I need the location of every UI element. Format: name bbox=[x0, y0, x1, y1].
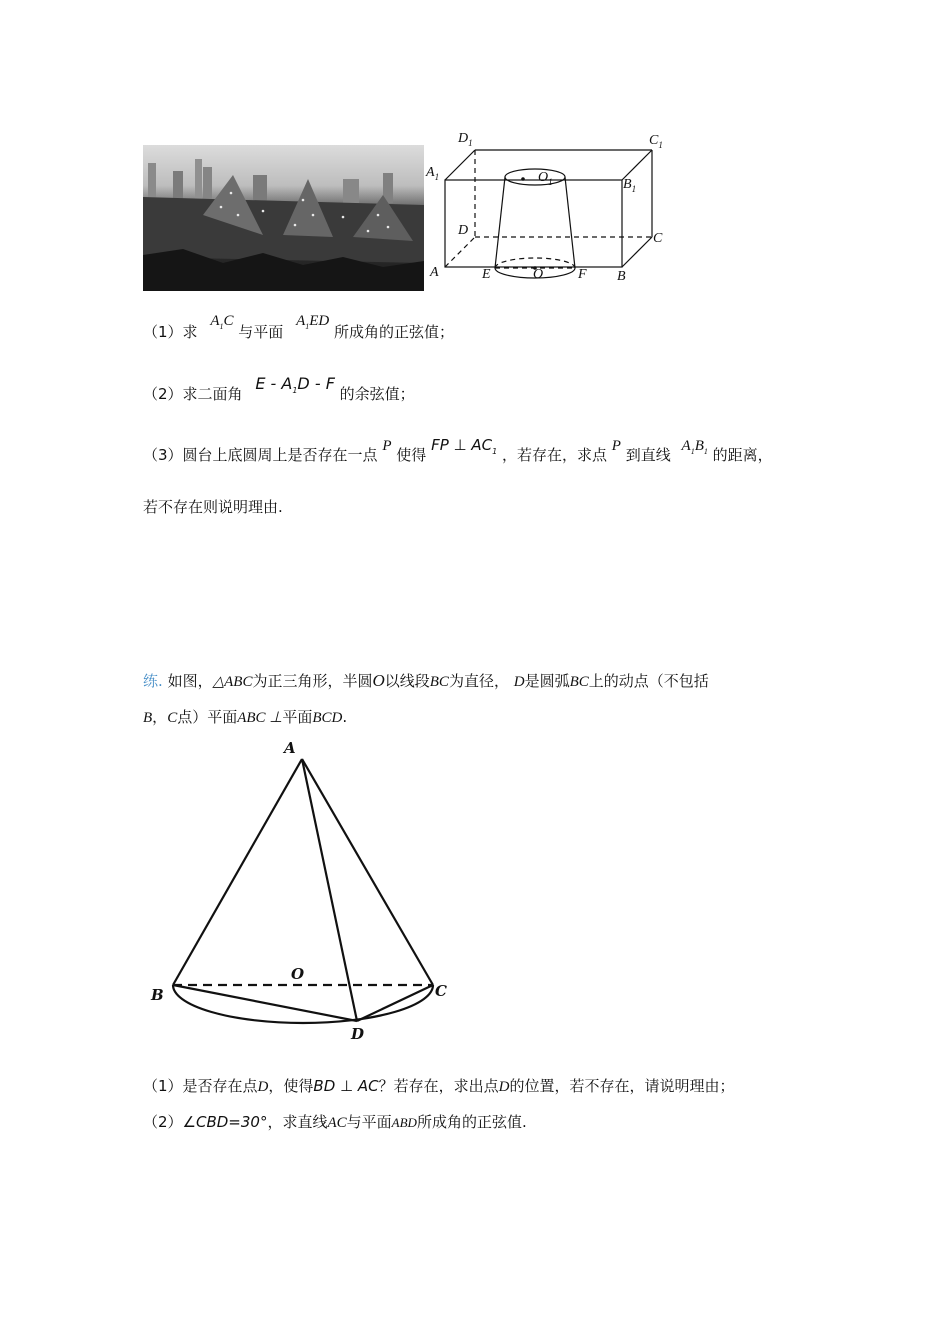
practice-question-2: （2）∠CBD=30°，求直线AC与平面ABD所成角的正弦值. bbox=[143, 1113, 527, 1131]
vertex-C: C bbox=[435, 982, 447, 1000]
label-A1: $A_1$ bbox=[426, 165, 440, 182]
practice-intro-line2: B，C点）平面ABC ⊥平面BCD. bbox=[143, 708, 348, 726]
label-F: F bbox=[578, 267, 587, 282]
pyramid-figure bbox=[145, 739, 465, 1050]
label-A: A bbox=[430, 265, 439, 280]
question-3-line2: 若不存在则说明理由. bbox=[143, 498, 283, 516]
label-B1: $B_1$ bbox=[623, 177, 637, 194]
label-O1: $O_1$ bbox=[538, 170, 553, 187]
vertex-A: A bbox=[284, 739, 296, 757]
practice-question-1: （1）是否存在点D，使得BD ⊥ AC？若存在，求出点D的位置，若不存在，请说明理由； bbox=[143, 1077, 735, 1095]
label-O: O bbox=[533, 267, 544, 282]
prism-frustum-figure bbox=[420, 125, 680, 295]
label-C1: $C_1$ bbox=[649, 133, 663, 150]
label-D: D bbox=[458, 223, 469, 238]
question-1: （1）求 $A_1C$ 与平面 $A_1ED$ 所成角的正弦值； bbox=[143, 313, 455, 341]
label-B: B bbox=[617, 269, 626, 284]
label-C: C bbox=[653, 231, 663, 246]
practice-intro: 练. 如图，△ABC为正三角形，半圆O以线段BC为直径， D是圆弧BC上的动点（不包括 bbox=[143, 671, 709, 690]
building-photo bbox=[143, 145, 424, 291]
question-3: （3）圆台上底圆周上是否存在一点 P 使得 FP ⊥ $AC_1$ ，若存在，求点 P 到直线 $A_1B_1$ 的距离， bbox=[143, 436, 773, 464]
center-O: O bbox=[291, 965, 305, 983]
label-E: E bbox=[482, 267, 491, 282]
question-2: （2）求二面角 E - $A_1D$ - F 的余弦值； bbox=[143, 374, 415, 403]
point-D: D bbox=[351, 1025, 365, 1043]
practice-tag: 练. bbox=[143, 672, 163, 690]
label-D1: $D_1$ bbox=[458, 131, 473, 148]
vertex-B: B bbox=[151, 986, 164, 1004]
